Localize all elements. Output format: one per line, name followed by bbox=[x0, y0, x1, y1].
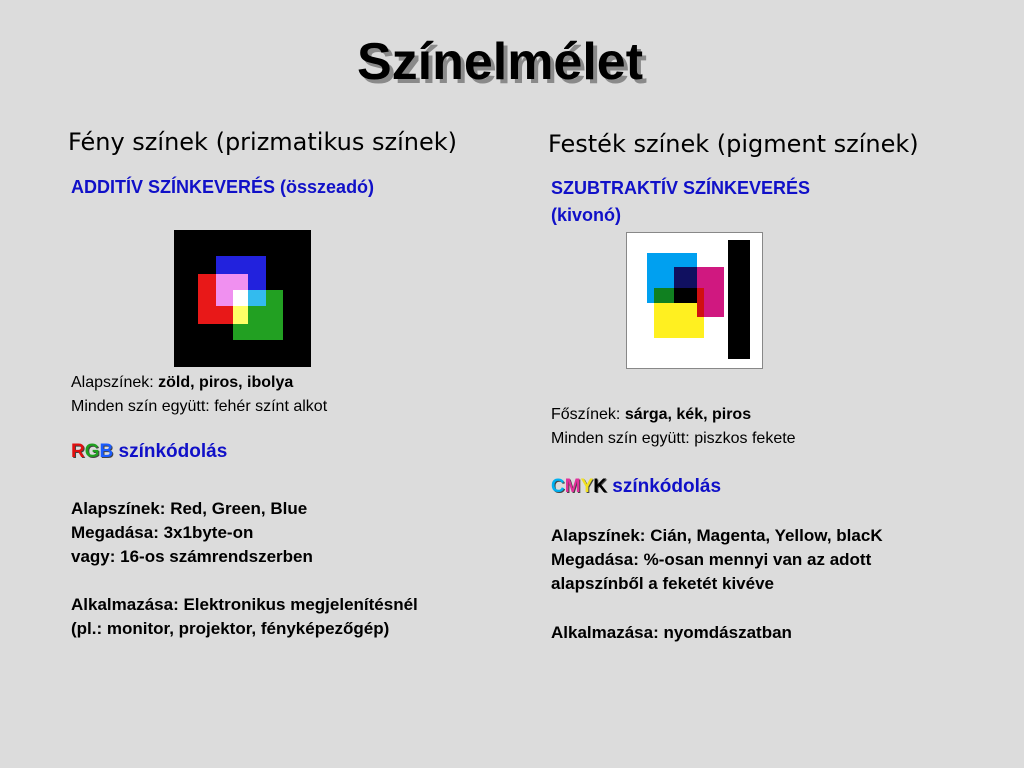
base-colors-value: zöld, piros, ibolya bbox=[158, 374, 294, 391]
code-letter-y: Y bbox=[580, 476, 594, 497]
additive-color-figure bbox=[174, 230, 311, 367]
left-application-line: Alkalmazása: Elektronikus megjelenítésnél bbox=[71, 595, 418, 614]
main-colors-value: sárga, kék, piros bbox=[624, 406, 752, 423]
code-letter-g: G bbox=[84, 441, 100, 462]
left-details-block bbox=[71, 497, 313, 569]
subtractive-heading-line2: (kivonó) bbox=[551, 205, 621, 225]
cmyk-code-label: színkódolás bbox=[612, 476, 722, 497]
green-overlap bbox=[654, 288, 674, 303]
cmyk-code-line bbox=[551, 476, 721, 498]
right-application-line: Alkalmazása: nyomdászatban bbox=[551, 623, 792, 642]
black-overlap bbox=[674, 288, 697, 303]
right-details-block bbox=[551, 524, 883, 596]
right-subtitle: Festék színek (pigment színek) bbox=[548, 130, 919, 158]
main-colors-label: Főszínek: bbox=[551, 406, 625, 423]
left-detail-line: vagy: 16-os számrendszerben bbox=[71, 547, 313, 566]
page-title: Színelmélet bbox=[356, 33, 644, 91]
left-mix-text: Minden szín együtt: fehér színt alkot bbox=[71, 398, 328, 415]
cyan-overlap bbox=[248, 290, 266, 306]
white-overlap bbox=[233, 290, 248, 306]
left-detail-line: Alapszínek: Red, Green, Blue bbox=[71, 499, 308, 518]
subtractive-heading-line1: SZUBTRAKTÍV SZÍNKEVERÉS bbox=[551, 178, 811, 198]
code-letter-b: B bbox=[99, 441, 114, 462]
subtractive-heading bbox=[551, 175, 810, 229]
blue-overlap bbox=[674, 267, 697, 288]
rgb-code-line bbox=[71, 441, 227, 463]
base-colors-label: Alapszínek: bbox=[71, 374, 159, 391]
right-application-block bbox=[551, 621, 792, 645]
code-letter-r: R bbox=[71, 441, 85, 462]
code-letter-c: C bbox=[551, 476, 565, 497]
right-detail-line: Alapszínek: Cián, Magenta, Yellow, blacK bbox=[551, 526, 883, 545]
additive-heading: ADDITÍV SZÍNKEVERÉS (összeadó) bbox=[71, 177, 375, 197]
right-mix-text: Minden szín együtt: piszkos fekete bbox=[551, 430, 796, 447]
right-detail-line: Megadása: %-osan mennyi van az adott bbox=[551, 550, 872, 569]
rgb-code-label: színkódolás bbox=[118, 441, 228, 462]
left-subtitle: Fény színek (prizmatikus színek) bbox=[68, 128, 457, 156]
subtractive-color-figure bbox=[626, 232, 763, 369]
red-overlap bbox=[697, 288, 704, 317]
left-detail-line: Megadása: 3x1byte-on bbox=[71, 523, 254, 542]
right-detail-line: alapszínből a feketét kivéve bbox=[551, 574, 774, 593]
left-base-colors bbox=[71, 371, 293, 395]
right-base-colors bbox=[551, 403, 751, 427]
black-bar bbox=[728, 240, 750, 359]
left-application-line: (pl.: monitor, projektor, fényképezőgép) bbox=[71, 619, 390, 638]
yellow-overlap bbox=[233, 306, 248, 324]
left-application-block bbox=[71, 593, 418, 641]
code-letter-k: K bbox=[593, 476, 607, 497]
code-letter-m: M bbox=[564, 476, 581, 497]
